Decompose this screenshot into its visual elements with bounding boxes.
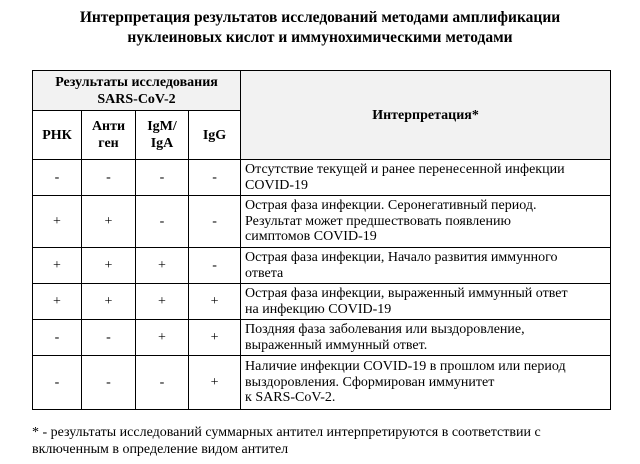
table-cell: +	[33, 248, 82, 284]
table-cell: +	[136, 284, 189, 320]
interpretation-line: симптомов COVID-19	[245, 229, 377, 245]
interpretation-cell	[241, 356, 611, 410]
column-header-line: IgM/	[147, 119, 177, 134]
interpretation-line: COVID-19	[245, 177, 309, 193]
interpretation-line: Отсутствие текущей и ранее перенесенной инфекции	[245, 162, 565, 177]
footnote	[32, 424, 612, 458]
column-header-line: ген	[98, 136, 119, 151]
footnote-line-2: включенным в определение видом антител	[32, 442, 289, 457]
title-line-1: Интерпретация результатов исследований методами амплификации	[79, 9, 561, 26]
table-cell: +	[33, 196, 82, 248]
table-row	[33, 320, 611, 356]
table-cell: -	[136, 196, 189, 248]
group-header-line-1: Результаты исследования	[55, 74, 218, 90]
interpretation-line: Поздняя фаза заболевания или выздоровление,	[245, 322, 525, 337]
table-cell: -	[136, 160, 189, 196]
interpretation-line: Острая фаза инфекции, Начало развития иммунного	[245, 250, 558, 265]
column-header-line: IgG	[202, 127, 227, 143]
table-row	[33, 284, 611, 320]
interpretation-cell	[241, 196, 611, 248]
table-cell: -	[189, 160, 241, 196]
interpretation-line: Результат может предшествовать появлению	[245, 213, 511, 229]
interpretation-cell	[241, 320, 611, 356]
interpretation-line: Острая фаза инфекции. Серонегативный период.	[245, 198, 537, 214]
table-cell: -	[33, 320, 82, 356]
table-cell: +	[82, 196, 136, 248]
title-line-2: нуклеиновых кислот и иммунохимическими методами	[127, 29, 513, 46]
table-cell: +	[189, 320, 241, 356]
interpretation-line: Наличие инфекции COVID-19 в прошлом или период	[245, 359, 566, 375]
interpretation-line: выраженный иммунный ответ.	[245, 337, 428, 353]
interpretation-cell	[241, 160, 611, 196]
footnote-line-1: * - результаты исследований суммарных антител интерпретируются в соответствии с	[32, 425, 541, 440]
table-cell: +	[136, 320, 189, 356]
table-cell: -	[33, 160, 82, 196]
interpretation-header: Интерпретация*	[241, 71, 611, 160]
table-cell: +	[82, 248, 136, 284]
column-header-line: Анти	[91, 119, 126, 134]
table-cell: +	[189, 284, 241, 320]
table-row	[33, 248, 611, 284]
table-cell: -	[189, 248, 241, 284]
table-cell: +	[136, 248, 189, 284]
column-header-antigen	[82, 111, 136, 160]
interpretation-line: выздоровления. Сформирован иммунитет	[245, 374, 495, 390]
column-header-igm-iga	[136, 111, 189, 160]
interpretation-line: Острая фаза инфекции, выраженный иммунный ответ	[245, 286, 568, 301]
group-header-line-2: SARS-CoV-2	[97, 91, 176, 107]
table-cell: -	[82, 320, 136, 356]
document-title	[0, 8, 640, 48]
table-cell: -	[189, 196, 241, 248]
column-header-line: IgA	[150, 136, 174, 151]
table-cell: -	[136, 356, 189, 410]
table-cell: -	[33, 356, 82, 410]
table-cell: -	[82, 356, 136, 410]
table-header-row	[33, 71, 611, 111]
results-group-header	[33, 71, 241, 111]
table-cell: +	[33, 284, 82, 320]
table-row	[33, 356, 611, 410]
table-row	[33, 160, 611, 196]
interpretation-cell	[241, 248, 611, 284]
interpretation-line: на инфекцию COVID-19	[245, 301, 392, 317]
table-cell: -	[82, 160, 136, 196]
column-header-igg	[189, 111, 241, 160]
interpretation-table	[32, 70, 611, 410]
interpretation-line: ответа	[245, 265, 284, 281]
interpretation-cell	[241, 284, 611, 320]
column-header-rna	[33, 111, 82, 160]
table-cell: +	[189, 356, 241, 410]
table-row	[33, 196, 611, 248]
table-cell: +	[82, 284, 136, 320]
column-header-line: РНК	[42, 127, 72, 143]
interpretation-line: к SARS-CoV-2.	[245, 390, 336, 406]
